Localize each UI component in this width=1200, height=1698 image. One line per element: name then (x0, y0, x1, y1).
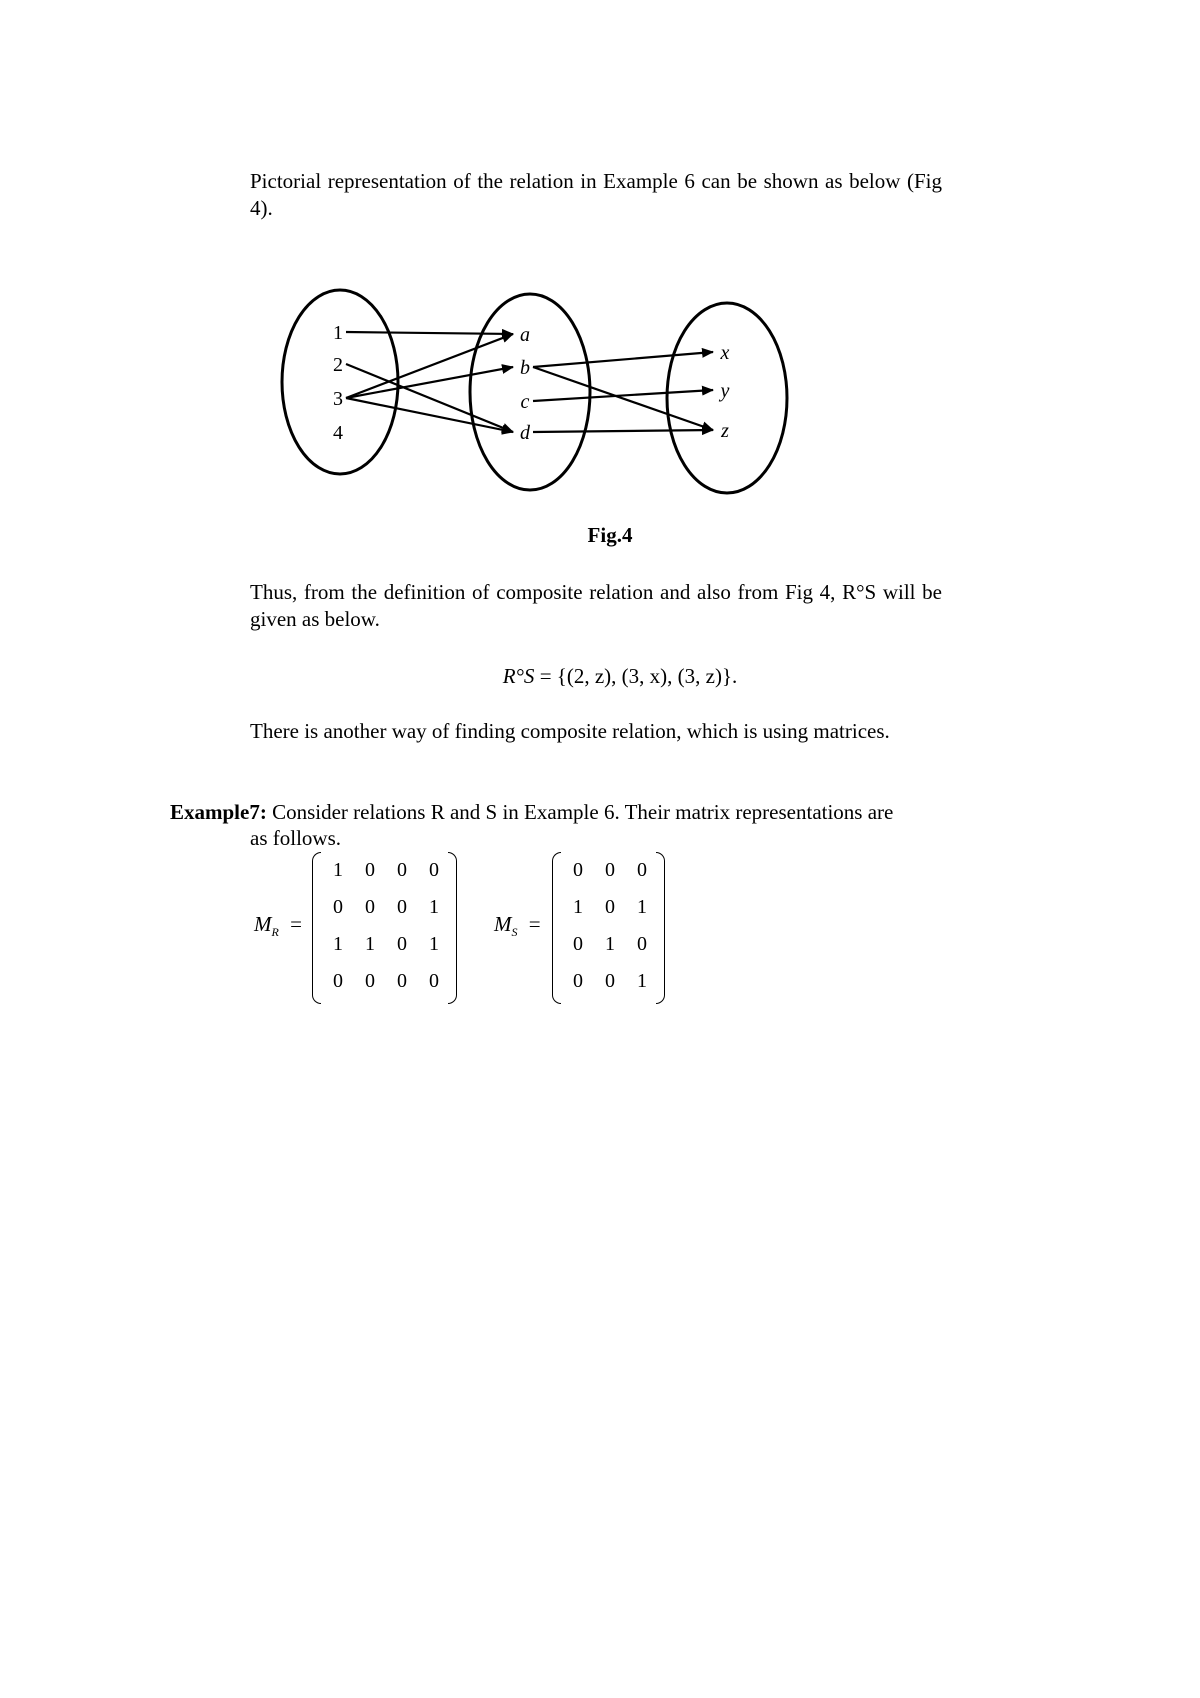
set-a-element-3: 3 (333, 388, 343, 410)
matrix-r-cell: 0 (365, 970, 375, 992)
matrix-s-cell: 0 (573, 970, 583, 992)
matrix-r-symbol: M (254, 912, 272, 936)
matrix-r-cell: 1 (429, 896, 439, 918)
figure-caption: Fig.4 (587, 523, 633, 547)
relation-r-arrow-3-d (346, 398, 513, 432)
composite-equation (20, 664, 1200, 689)
example7-text2: as follows. (250, 826, 341, 850)
relation-r-arrow-3-a (346, 334, 513, 398)
set-a-element-2: 2 (333, 354, 343, 376)
matrix-s-cell: 1 (637, 970, 647, 992)
matrix-r-cell: 0 (397, 933, 407, 955)
relation-diagram (0, 0, 1200, 520)
composite-lhs: R°S (502, 664, 535, 688)
matrix-r-name (254, 912, 302, 940)
matrix-s-cell: 0 (573, 859, 583, 881)
another-paragraph: There is another way of finding composite relation, which is using matrices. (250, 719, 890, 743)
matrix-r (312, 852, 450, 1000)
matrix-s-cell: 1 (573, 896, 583, 918)
set-b-ellipse (470, 294, 590, 490)
matrix-s-subscript: S (511, 925, 518, 940)
set-c-element-x: x (720, 342, 730, 364)
matrix-s-cell: 0 (605, 859, 615, 881)
matrix-s-equals: = (528, 912, 541, 936)
matrix-s-cell: 1 (637, 896, 647, 918)
relation-r-arrow-2-d (346, 364, 513, 432)
matrix-s-cell: 0 (605, 970, 615, 992)
matrix-r-cell: 1 (333, 859, 343, 881)
relation-s-arrow-d-z (533, 430, 713, 432)
set-b-element-a: a (520, 324, 530, 346)
matrix-r-cell: 0 (333, 970, 343, 992)
matrix-s-cell: 0 (605, 896, 615, 918)
matrix-s-cell: 1 (605, 933, 615, 955)
matrix-s-name (494, 912, 541, 940)
matrix-r-cell: 0 (333, 896, 343, 918)
thus-paragraph: Thus, from the definition of composite relation and also from Fig 4, R°S will be given as below. (250, 580, 942, 631)
matrix-r-cell: 0 (397, 896, 407, 918)
matrix-r-cell: 1 (429, 933, 439, 955)
set-c-element-z: z (721, 420, 729, 442)
set-a-element-1: 1 (333, 322, 343, 344)
matrix-r-cell: 0 (397, 970, 407, 992)
matrix-r-cell: 0 (365, 896, 375, 918)
matrix-s-cell: 0 (637, 933, 647, 955)
matrix-r-cell: 0 (429, 970, 439, 992)
matrix-r-cell: 0 (429, 859, 439, 881)
composite-rhs: = {(2, z), (3, x), (3, z)}. (534, 664, 738, 688)
matrix-r-cell: 0 (397, 859, 407, 881)
matrix-r-cell: 1 (333, 933, 343, 955)
example7-paragraph (170, 799, 1020, 826)
example7-label: Example7: (170, 800, 267, 824)
set-a-ellipse (282, 290, 398, 474)
matrix-s-symbol: M (494, 912, 512, 936)
relation-r-arrow-3-b (346, 367, 513, 398)
matrix-s (552, 852, 658, 1000)
relation-s-arrow-b-x (533, 352, 713, 367)
set-b-element-d: d (520, 422, 530, 444)
set-a-element-4: 4 (333, 422, 343, 444)
set-b-element-c: c (520, 391, 530, 413)
matrix-r-equals: = (290, 912, 302, 936)
matrix-r-cell: 0 (365, 859, 375, 881)
matrix-r-cell: 1 (365, 933, 375, 955)
matrix-s-cell: 0 (573, 933, 583, 955)
intro-paragraph: Pictorial representation of the relation in Example 6 can be shown as below (Fig 4). (250, 169, 942, 220)
matrix-s-cell: 0 (637, 859, 647, 881)
example7-text: Consider relations R and S in Example 6. Their matrix representations are (266, 800, 894, 824)
relation-r-arrow-1-a (346, 332, 513, 334)
matrix-r-subscript: R (271, 925, 279, 940)
set-c-element-y: y (720, 380, 730, 402)
set-b-element-b: b (520, 357, 530, 379)
